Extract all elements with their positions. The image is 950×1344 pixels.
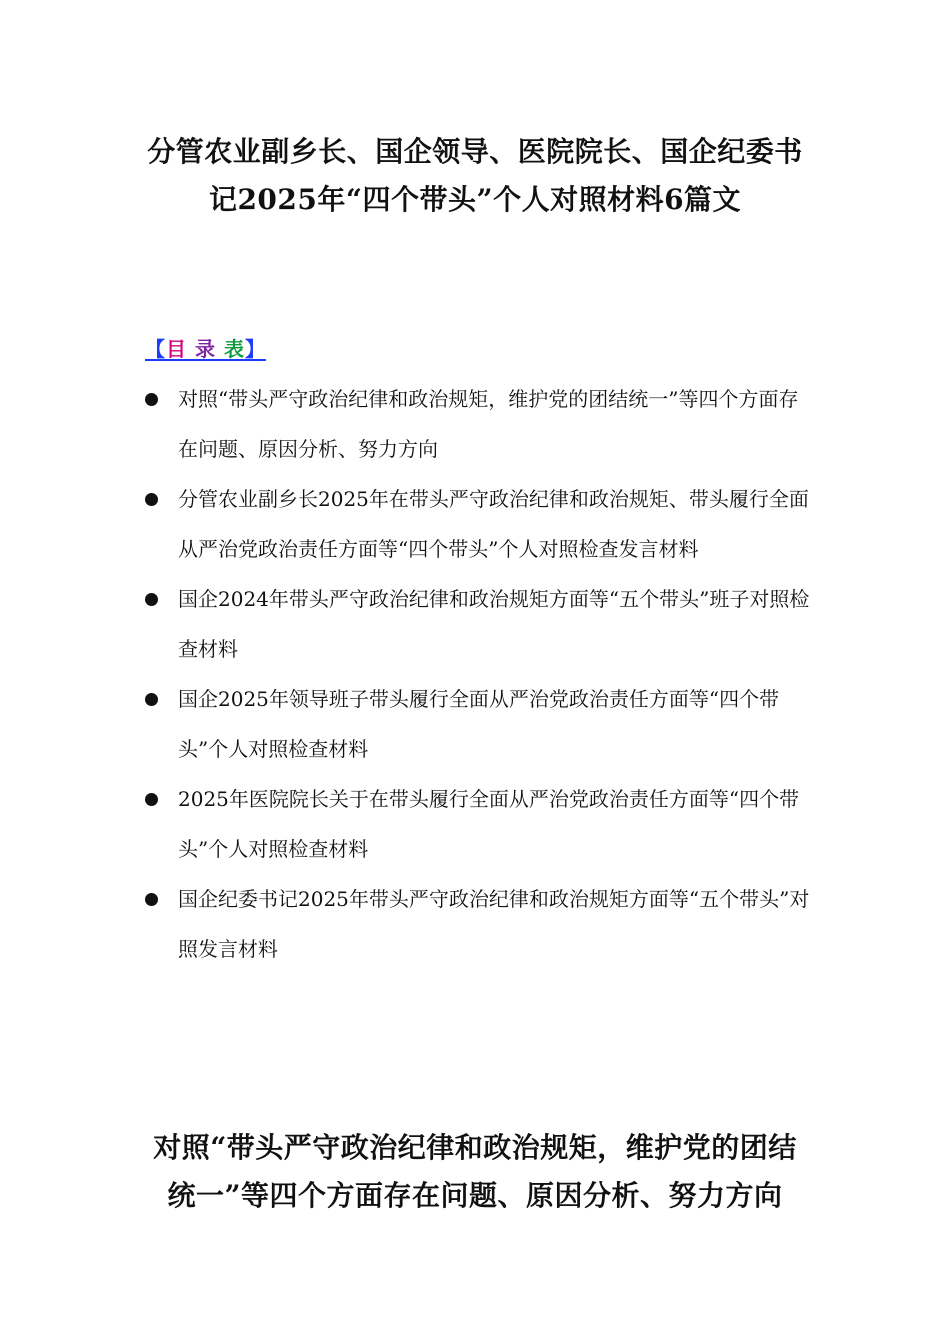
bullet-icon: [145, 893, 158, 906]
toc-item[interactable]: [145, 774, 810, 874]
toc-header-char-2: 录: [194, 337, 216, 361]
toc-item-text: 国企2025年领导班子带头履行全面从严治党政治责任方面等“四个带头”个人对照检查材料: [178, 687, 780, 761]
section-title: [120, 1124, 830, 1220]
toc-item[interactable]: [145, 474, 810, 574]
toc-header-char-1: 目: [166, 337, 187, 361]
toc-item[interactable]: [145, 874, 810, 974]
section-title-line-1: 对照“带头严守政治纪律和政治规矩，维护党的团结: [153, 1131, 797, 1164]
toc-item[interactable]: [145, 374, 810, 474]
toc-item-text: 国企2024年带头严守政治纪律和政治规矩方面等“五个带头”班子对照检查材料: [178, 587, 810, 661]
toc-header-open-bracket: 【: [145, 337, 166, 361]
toc-item-text: 国企纪委书记2025年带头严守政治纪律和政治规矩方面等“五个带头”对照发言材料: [178, 887, 810, 961]
document-title-line-2: 记2025年“四个带头”个人对照材料6篇文: [208, 183, 742, 216]
bullet-icon: [145, 393, 158, 406]
section-title-line-2: 统一”等四个方面存在问题、原因分析、努力方向: [167, 1179, 783, 1212]
toc-header: [145, 334, 266, 364]
toc-header-close-bracket: 】: [244, 337, 266, 361]
bullet-icon: [145, 493, 158, 506]
toc-item[interactable]: [145, 574, 810, 674]
bullet-icon: [145, 693, 158, 706]
toc-item-text: 对照“带头严守政治纪律和政治规矩，维护党的团结统一”等四个方面存在问题、原因分析、努力方向: [178, 387, 799, 461]
bullet-icon: [145, 593, 158, 606]
toc-item-text: 2025年医院院长关于在带头履行全面从严治党政治责任方面等“四个带头”个人对照检查材料: [178, 787, 800, 861]
toc-item[interactable]: [145, 674, 810, 774]
document-title: [120, 128, 830, 224]
toc-header-char-3: 表: [223, 337, 245, 361]
bullet-icon: [145, 793, 158, 806]
toc-item-text: 分管农业副乡长2025年在带头严守政治纪律和政治规矩、带头履行全面从严治党政治责任方面等“四个带头”个人对照检查发言材料: [178, 487, 809, 561]
document-title-line-1: 分管农业副乡长、国企领导、医院院长、国企纪委书: [147, 135, 803, 168]
toc-list: [145, 374, 810, 974]
